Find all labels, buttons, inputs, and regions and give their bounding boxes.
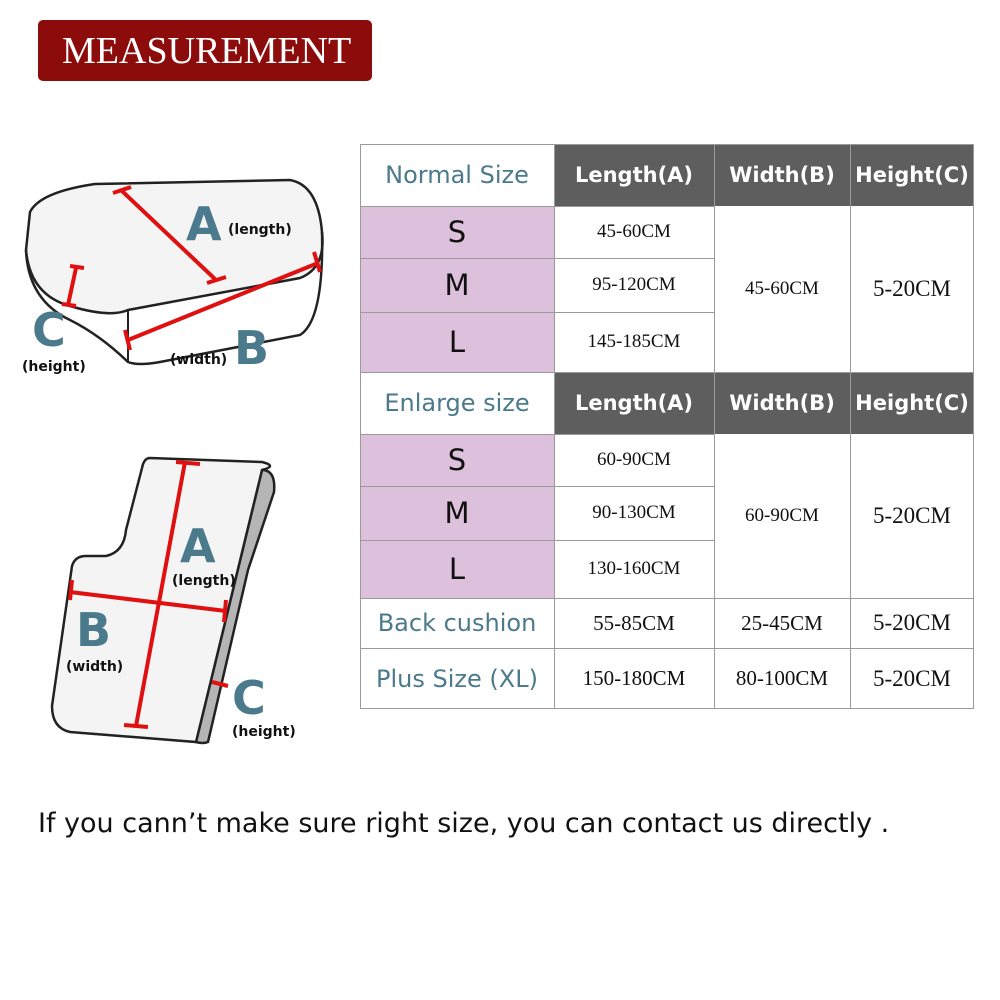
normal-size-s: S	[360, 206, 554, 258]
normal-length-l: 145-185CM	[587, 331, 681, 352]
seat-height-tick	[70, 266, 84, 268]
enlarge-header-width: Width(B)	[714, 372, 850, 434]
table-grid-line	[554, 144, 555, 709]
normal-width: 45-60CM	[745, 278, 819, 299]
normal-height: 5-20CM	[873, 276, 951, 301]
back-a-letter: A	[180, 519, 216, 573]
seat-b-letter: B	[234, 321, 270, 375]
enlarge-size-s: S	[360, 434, 554, 486]
table-border-top	[360, 144, 974, 145]
normal-size-l: L	[360, 312, 554, 372]
page-title: MEASUREMENT	[62, 29, 352, 72]
table-grid-line	[360, 598, 974, 599]
table-grid-line	[360, 206, 714, 207]
table-grid-line	[360, 486, 714, 487]
enlarge-size-m: M	[360, 486, 554, 540]
footer-note: If you cann’t make sure right size, you can contact us directly .	[38, 808, 890, 839]
seat-c-letter: C	[32, 303, 66, 357]
back-c-letter: C	[232, 671, 266, 725]
normal-header-height: Height(C)	[850, 144, 974, 206]
back-width-tick	[224, 600, 226, 622]
enlarge-size-label: Enlarge size	[384, 389, 530, 417]
table-grid-line	[360, 648, 974, 649]
seat-a-letter: A	[186, 197, 222, 251]
table-grid-line	[360, 372, 974, 373]
table-border-bottom	[360, 708, 974, 709]
back-cushion-label: Back cushion	[377, 609, 537, 637]
back-cushion-height: 5-20CM	[873, 610, 951, 635]
table-grid-line	[714, 144, 715, 709]
table-grid-line	[360, 540, 714, 541]
enlarge-size-l: L	[360, 540, 554, 598]
size-table	[360, 144, 974, 709]
back-b-letter: B	[76, 603, 112, 657]
enlarge-length-m: 90-130CM	[592, 502, 676, 523]
table-grid-line	[850, 144, 851, 709]
back-width-tick	[70, 580, 72, 600]
seat-c-label: (height)	[22, 359, 86, 375]
back-cushion-length: 55-85CM	[593, 610, 675, 635]
plus-size-length: 150-180CM	[582, 666, 686, 690]
normal-header-width: Width(B)	[714, 144, 850, 206]
table-grid-line	[360, 434, 714, 435]
cushion-diagrams	[0, 0, 360, 780]
back-a-label: (length)	[172, 573, 236, 589]
plus-size-height: 5-20CM	[873, 665, 951, 691]
enlarge-length-l: 130-160CM	[587, 558, 681, 579]
normal-header-length: Length(A)	[554, 144, 714, 206]
enlarge-height: 5-20CM	[873, 503, 951, 528]
normal-length-m: 95-120CM	[592, 274, 676, 295]
seat-width-tick	[125, 330, 130, 350]
normal-size-label: Normal Size	[385, 161, 529, 189]
table-border-right	[973, 144, 974, 709]
normal-length-s: 45-60CM	[597, 221, 671, 242]
back-cushion-width: 25-45CM	[741, 610, 823, 635]
back-c-label: (height)	[232, 724, 296, 740]
table-grid-line	[360, 312, 714, 313]
table-grid-line	[360, 258, 714, 259]
back-length-tick	[176, 462, 200, 464]
seat-b-label: (width)	[170, 352, 228, 368]
enlarge-width: 60-90CM	[745, 505, 819, 526]
seat-a-label: (length)	[228, 222, 292, 238]
plus-size-label: Plus Size (XL)	[376, 664, 538, 693]
normal-size-m: M	[360, 258, 554, 312]
table-border-left	[360, 144, 361, 709]
seat-cushion-diagram	[22, 180, 323, 375]
plus-size-width: 80-100CM	[735, 666, 829, 690]
back-length-tick	[124, 725, 148, 727]
enlarge-header-height: Height(C)	[850, 372, 974, 434]
back-b-label: (width)	[66, 659, 124, 675]
enlarge-header-length: Length(A)	[554, 372, 714, 434]
enlarge-length-s: 60-90CM	[597, 449, 671, 470]
back-cushion-diagram	[52, 458, 296, 743]
